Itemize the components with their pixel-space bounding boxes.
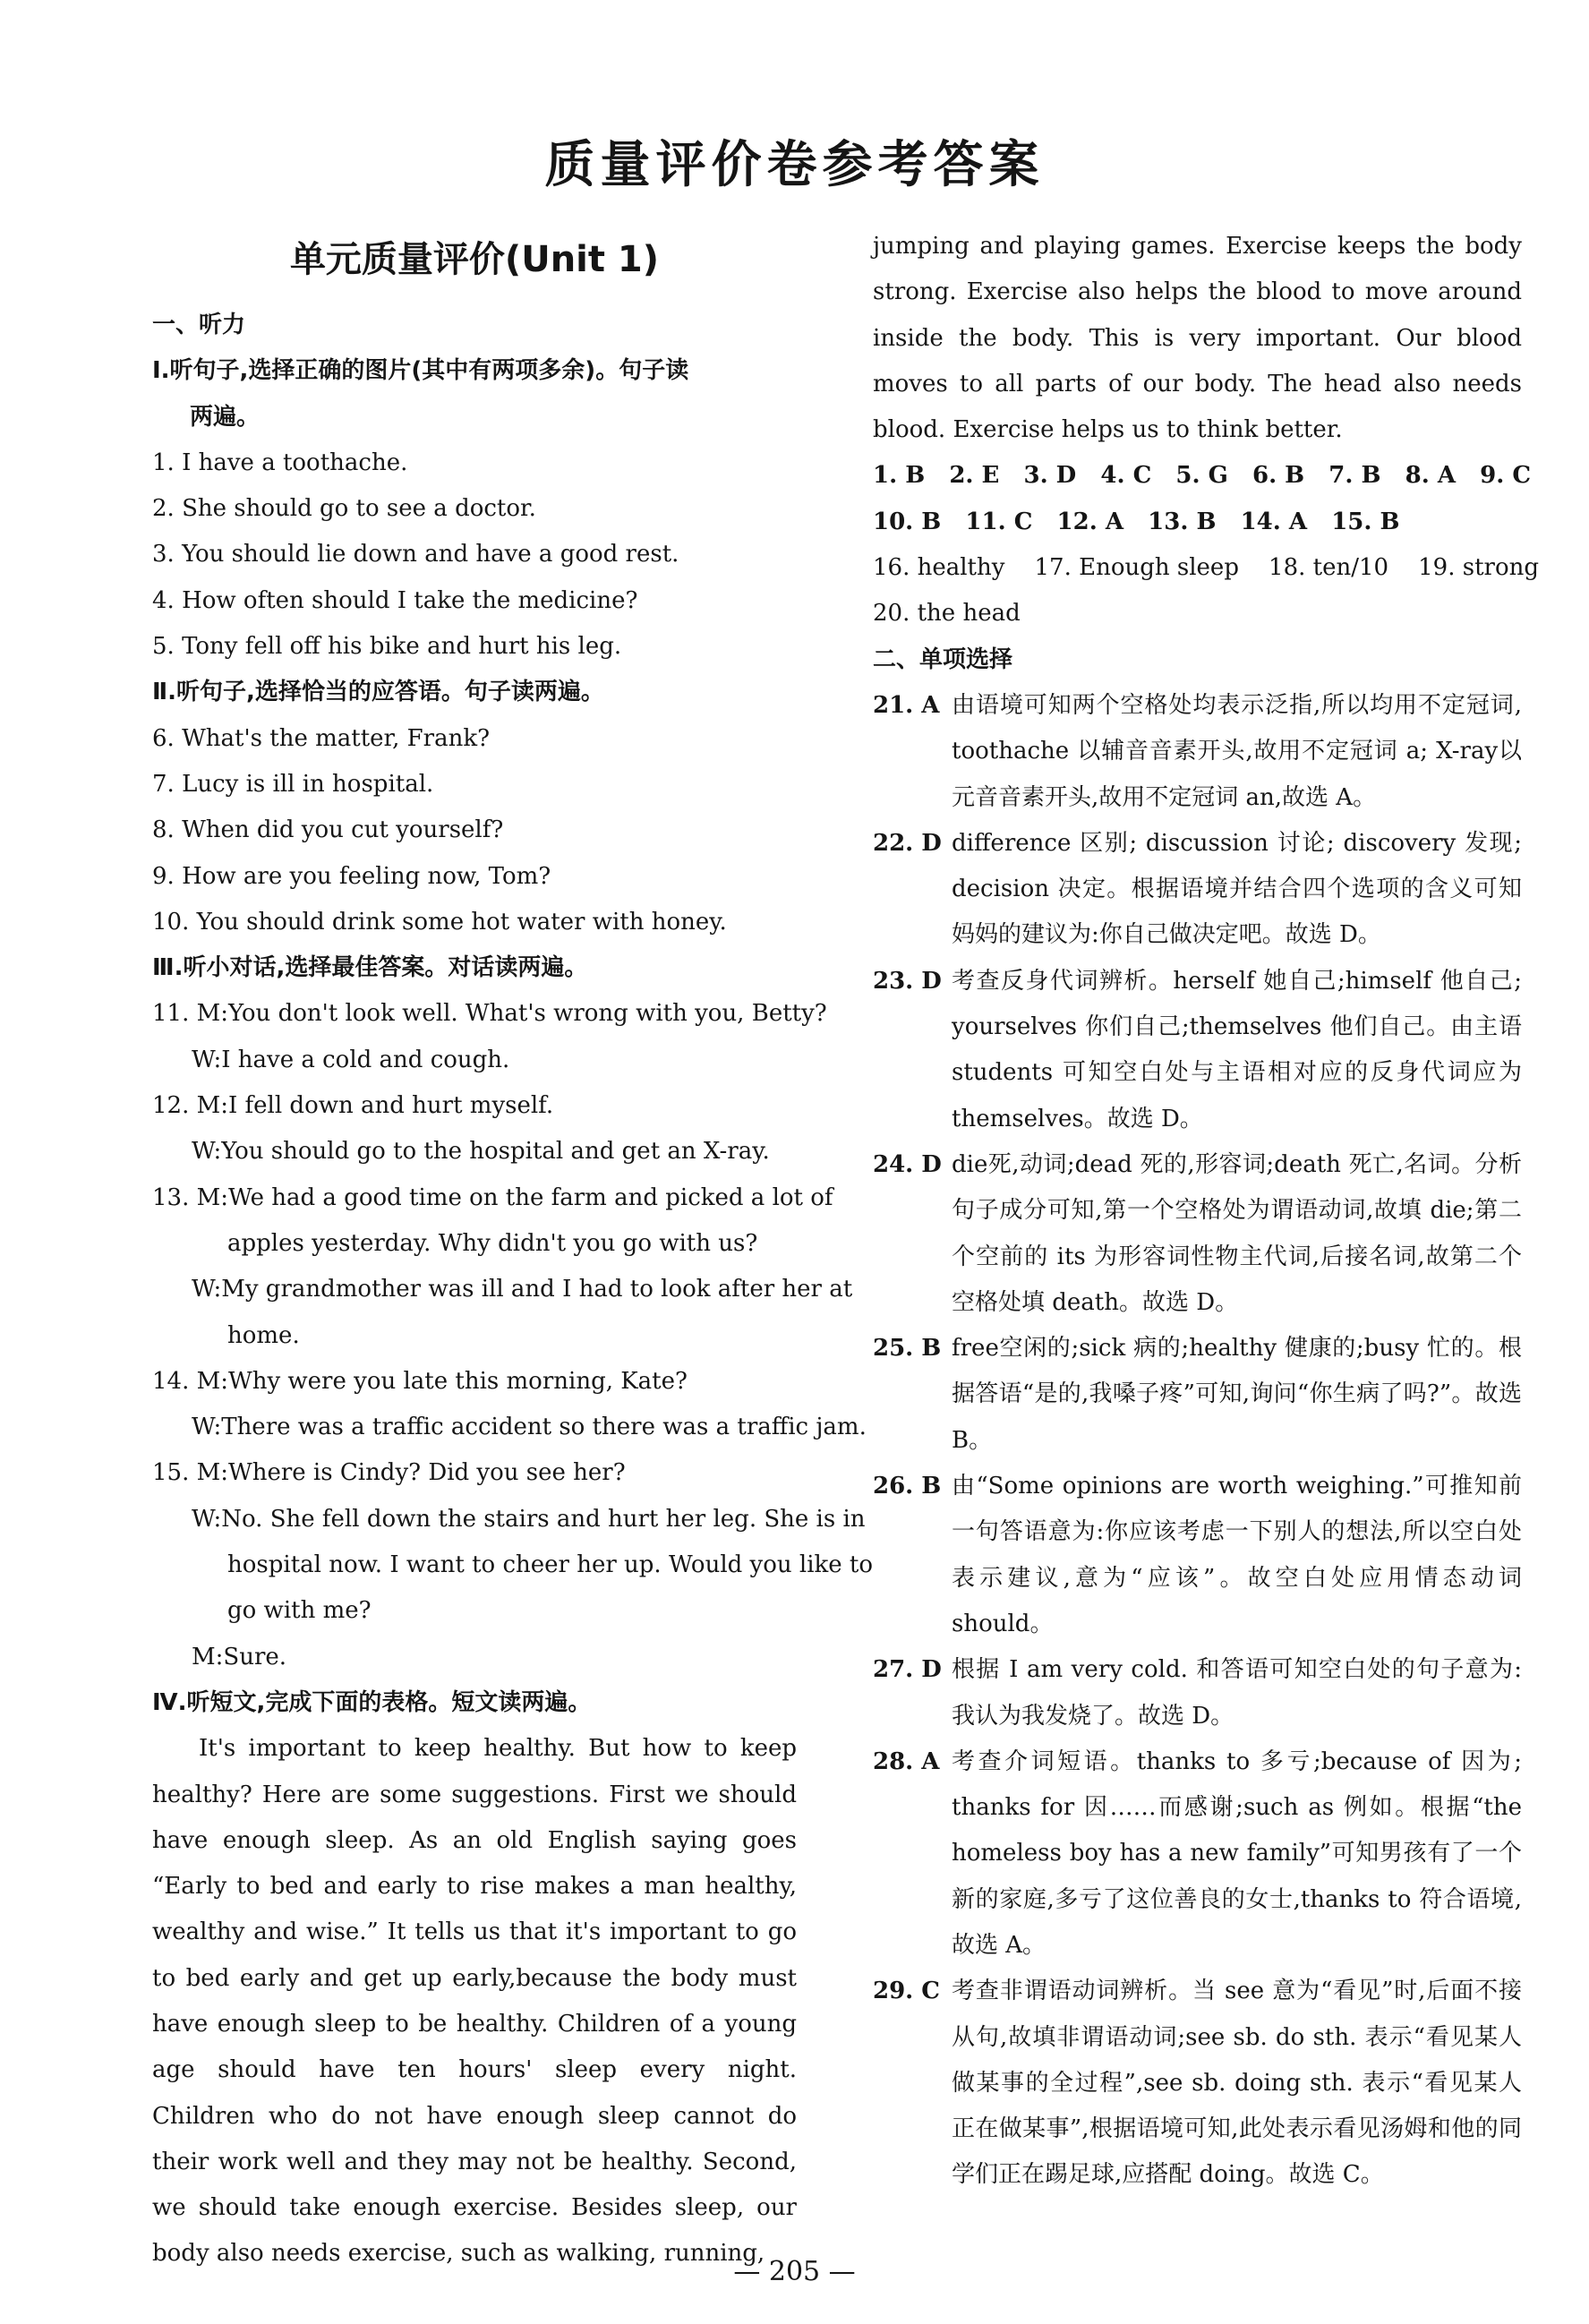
listening-item: 5. Tony fell off his bike and hurt his leg. bbox=[152, 633, 622, 661]
explanation-text: 根据 I am very cold. 和答语可知空白处的句子意为:我认为我发烧了。故选 D。 bbox=[952, 1656, 1522, 1730]
question-number: 24. D bbox=[873, 1150, 942, 1178]
listening-item: 1. I have a toothache. bbox=[152, 449, 408, 476]
listening-item: 2. She should go to see a doctor. bbox=[152, 495, 536, 523]
listening-item: 7. Lucy is ill in hospital. bbox=[152, 770, 434, 798]
dialogue-line: 12. M:I fell down and hurt myself. bbox=[152, 1092, 554, 1120]
answer-row: 1. B 2. E 3. D 4. C 5. G 6. B 7. B 8. A 9. C bbox=[873, 462, 1532, 490]
question-number: 26. B bbox=[873, 1473, 942, 1500]
explanation-item bbox=[873, 959, 1522, 1142]
question-number: 25. B bbox=[873, 1335, 942, 1363]
explanation-item bbox=[873, 1739, 1522, 1969]
dialogue-line: W:You should go to the hospital and get an X-ray. bbox=[192, 1138, 770, 1166]
explanation-item bbox=[873, 1647, 1522, 1739]
explanation-text: 考查非谓语动词辨析。当 see 意为“看见”时,后面不接从句,故填非谓语动词;see sb. do sth. 表示“看见某人做某事的全过程”,see sb. doing sth. 表示“看见某人正在做某事”,根据语境可知,此处表示看见汤姆和他的同学们正在踢足球,应搭配 doing。故选 C。 bbox=[952, 1978, 1522, 2189]
dialogue-line: 14. M:Why were you late this morning, Kate? bbox=[152, 1367, 688, 1395]
explanation-text: 考查介词短语。thanks to 多亏;because of 因为; thanks for 因……而感谢;such as 例如。根据“the homeless boy has a new family”可知男孩有了一个新的家庭,多亏了这位善良的女士,thanks to 符合语境,故选 A。 bbox=[952, 1747, 1522, 1959]
right-column bbox=[873, 224, 1539, 2199]
dialogue-line: 15. M:Where is Cindy? Did you see her? bbox=[152, 1459, 626, 1487]
explanation-text: die死,动词;dead 死的,形容词;death 死亡,名词。分析句子成分可知,第一个空格处为谓语动词,故填 die;第二个空前的 its 为形容词性物主代词,后接名词,故第二个空格处填 death。故选 D。 bbox=[952, 1150, 1522, 1316]
question-number: 22. D bbox=[873, 829, 942, 857]
explanation-text: difference 区别; discussion 讨论; discovery 发现; decision 决定。根据语境并结合四个选项的含义可知妈妈的建议为:你自己做决定吧。故选 D。 bbox=[952, 829, 1522, 949]
part1-heading: 一、听力 bbox=[152, 312, 246, 338]
dialogue-line: apples yesterday. Why didn't you go with us? bbox=[227, 1229, 758, 1257]
dialogue-line: W:There was a traffic accident so there was a traffic jam. bbox=[192, 1414, 867, 1441]
explanation-item bbox=[873, 1326, 1522, 1464]
question-number: 27. D bbox=[873, 1656, 942, 1684]
question-number: 21. A bbox=[873, 691, 940, 719]
answer-row: 16. healthy 17. Enough sleep 18. ten/10 19. strong bbox=[873, 554, 1539, 582]
listening-item: 4. How often should I take the medicine? bbox=[152, 586, 638, 614]
page-title: 质量评价卷参考答案 bbox=[544, 136, 1045, 194]
explanation-item bbox=[873, 683, 1522, 821]
listening-item: 3. You should lie down and have a good rest. bbox=[152, 541, 679, 568]
dialogue-line: hospital now. I want to cheer her up. Would you like to bbox=[227, 1551, 874, 1579]
explanation-text: 由“Some opinions are worth weighing.”可推知前一句答语意为:你应该考虑一下别人的想法,所以空白处表示建议,意为“应该”。故空白处应用情态动词 should。 bbox=[952, 1473, 1522, 1637]
explanation-item bbox=[873, 1969, 1522, 2198]
passage-text-cont: jumping and playing games. Exercise keeps the body strong. Exercise also helps the blood to move around inside the body. This is very important. Our blood moves to all parts of our body. The head also needs blood. Exercise helps us to think better. bbox=[873, 233, 1522, 444]
explanation-item bbox=[873, 1464, 1522, 1647]
section2-heading: Ⅱ.听句子,选择恰当的应答语。句子读两遍。 bbox=[152, 679, 604, 706]
section1-heading: Ⅰ.听句子,选择正确的图片(其中有两项多余)。句子读 bbox=[152, 357, 689, 385]
dialogue-line: 13. M:We had a good time on the farm and picked a lot of bbox=[152, 1183, 833, 1211]
question-number: 28. A bbox=[873, 1747, 940, 1775]
part2-heading: 二、单项选择 bbox=[873, 645, 1013, 673]
dialogue-line: M:Sure. bbox=[192, 1643, 287, 1670]
dialogue-line: W:I have a cold and cough. bbox=[192, 1046, 510, 1073]
answer-row: 20. the head bbox=[873, 600, 1021, 628]
listening-item: 6. What's the matter, Frank? bbox=[152, 724, 491, 752]
section4-heading: Ⅳ.听短文,完成下面的表格。短文读两遍。 bbox=[152, 1688, 592, 1716]
unit-title: 单元质量评价(Unit 1) bbox=[289, 239, 660, 280]
explanation-text: 由语境可知两个空格处均表示泛指,所以均用不定冠词, toothache 以辅音音素开头,故用不定冠词 a; X-ray以元音音素开头,故用不定冠词 an,故选 A。 bbox=[952, 691, 1522, 811]
page-number: — 205 — bbox=[733, 2256, 856, 2287]
listening-item: 8. When did you cut yourself? bbox=[152, 816, 504, 844]
section1-heading-cont: 两遍。 bbox=[190, 403, 261, 431]
explanation-item bbox=[873, 1142, 1522, 1326]
dialogue-line: W:No. She fell down the stairs and hurt her leg. She is in bbox=[192, 1505, 866, 1533]
explanation-item bbox=[873, 821, 1522, 959]
dialogue-line: W:My grandmother was ill and I had to look after her at bbox=[192, 1276, 853, 1303]
question-number: 23. D bbox=[873, 967, 942, 995]
dialogue-line: home. bbox=[227, 1321, 300, 1349]
explanation-text: free空闲的;sick 病的;healthy 健康的;busy 忙的。根据答语“是的,我嗓子疼”可知,询问“你生病了吗?”。故选 B。 bbox=[952, 1335, 1522, 1454]
passage-text: It's important to keep healthy. But how to keep healthy? Here are some suggestions. First we should have enough sleep. As an old English saying goes “Early to bed and early to rise makes a man healthy, wealthy and wise.” It tells us that it's important to go to bed early and get up early,because the body must have enough sleep to be healthy. Children of a young age should have ten hours' sleep every night. Children who do not have enough sleep cannot do their work well and they may not be healthy. Second, we should take enough exercise. Besides sleep, our body also needs exercise, such as walking, running, bbox=[152, 1735, 797, 2268]
dialogue-line: go with me? bbox=[227, 1597, 372, 1625]
dialogue-line: 11. M:You don't look well. What's wrong with you, Betty? bbox=[152, 1000, 827, 1028]
listening-item: 9. How are you feeling now, Tom? bbox=[152, 862, 551, 890]
listening-item: 10. You should drink some hot water with honey. bbox=[152, 908, 727, 936]
explanation-text: 考查反身代词辨析。herself 她自己;himself 他自己; yourselves 你们自己;themselves 他们自己。由主语 students 可知空白处与主语相对应的反身代词应为 themselves。故选 D。 bbox=[952, 967, 1522, 1132]
answer-row: 10. B 11. C 12. A 13. B 14. A 15. B bbox=[873, 508, 1400, 535]
section3-heading: Ⅲ.听小对话,选择最佳答案。对话读两遍。 bbox=[152, 954, 588, 982]
question-number: 29. C bbox=[873, 1978, 940, 2005]
